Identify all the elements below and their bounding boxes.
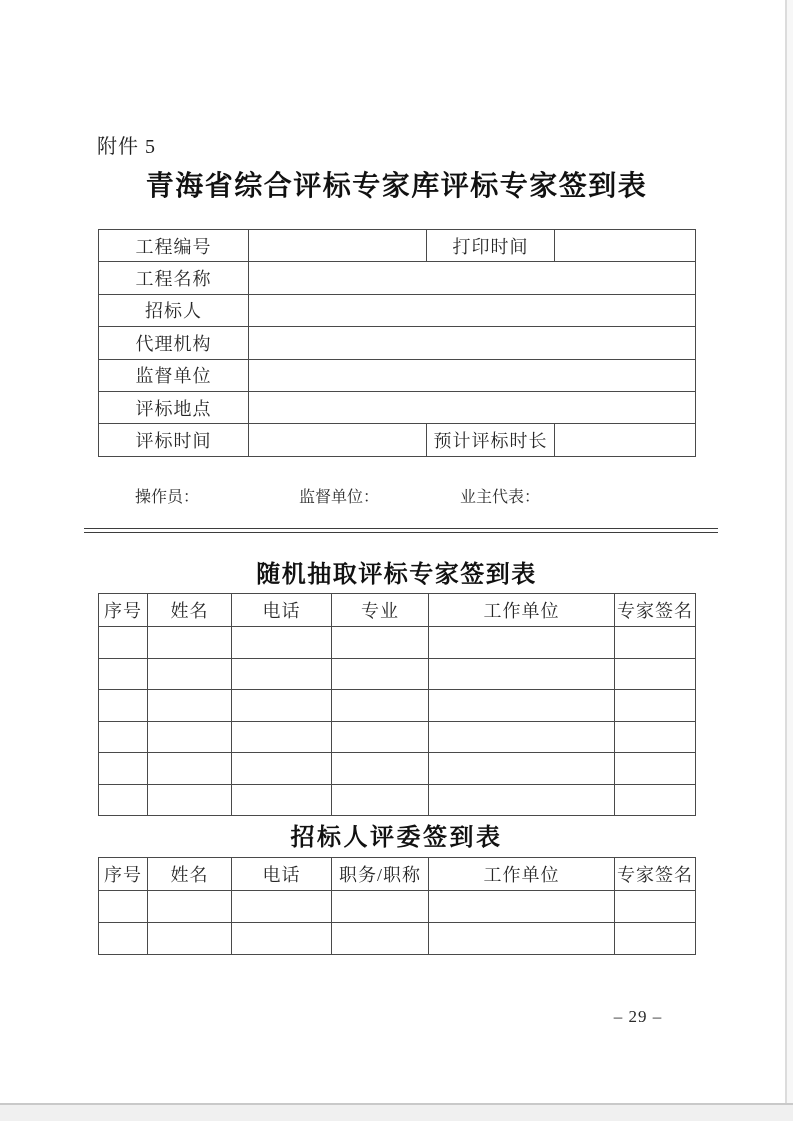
empty-row — [99, 753, 696, 785]
info-label: 招标人 — [99, 294, 249, 326]
info-row — [99, 327, 696, 359]
page-title: 青海省综合评标专家库评标专家签到表 — [145, 170, 648, 201]
column-header: 专业 — [332, 594, 429, 627]
column-header: 工作单位 — [429, 858, 615, 891]
info-value-cell — [249, 230, 427, 262]
header-row — [99, 858, 696, 891]
page-number: – 29 – — [613, 1007, 663, 1026]
info-value-cell — [249, 327, 696, 359]
info-label: 工程名称 — [99, 262, 249, 294]
random-experts-table — [98, 593, 696, 816]
column-header: 电话 — [232, 594, 332, 627]
owner-representative-label: 业主代表： — [460, 489, 541, 506]
column-header: 姓名 — [148, 858, 232, 891]
info-label: 评标地点 — [99, 391, 249, 423]
info-value-cell — [249, 359, 696, 391]
info-row — [99, 424, 696, 456]
attachment-label: 附件 5 — [97, 136, 156, 158]
info-value-cell — [249, 391, 696, 423]
empty-row — [99, 721, 696, 753]
column-header: 序号 — [99, 858, 148, 891]
info-label: 打印时间 — [427, 230, 555, 262]
column-header: 序号 — [99, 594, 148, 627]
info-value-cell — [249, 294, 696, 326]
info-row — [99, 391, 696, 423]
column-header: 专家签名 — [615, 594, 696, 627]
info-row — [99, 230, 696, 262]
tenderer-judges-table — [98, 857, 696, 955]
info-row — [99, 294, 696, 326]
project-info-table — [98, 229, 696, 457]
info-label: 预计评标时长 — [427, 424, 555, 456]
info-value-cell — [555, 424, 696, 456]
column-header: 电话 — [232, 858, 332, 891]
info-row — [99, 262, 696, 294]
empty-row — [99, 690, 696, 722]
info-label: 工程编号 — [99, 230, 249, 262]
info-label: 监督单位 — [99, 359, 249, 391]
scan-edge-bottom — [0, 1103, 793, 1121]
empty-row — [99, 658, 696, 690]
info-row — [99, 359, 696, 391]
column-header: 姓名 — [148, 594, 232, 627]
scan-edge-right — [785, 0, 793, 1104]
signature-line — [0, 484, 793, 508]
column-header: 工作单位 — [429, 594, 615, 627]
info-label: 评标时间 — [99, 424, 249, 456]
column-header: 职务/职称 — [332, 858, 429, 891]
info-value-cell — [249, 424, 427, 456]
supervisor-label: 监督单位： — [299, 489, 380, 506]
operator-label: 操作员： — [135, 489, 200, 506]
double-rule-divider — [84, 528, 718, 533]
info-value-cell — [249, 262, 696, 294]
empty-row — [99, 627, 696, 659]
header-row — [99, 594, 696, 627]
empty-row — [99, 784, 696, 816]
column-header: 专家签名 — [615, 858, 696, 891]
empty-row — [99, 891, 696, 923]
info-value-cell — [555, 230, 696, 262]
empty-row — [99, 923, 696, 955]
tenderer-judges-title: 招标人评委签到表 — [290, 824, 503, 851]
info-label: 代理机构 — [99, 327, 249, 359]
random-experts-title: 随机抽取评标专家签到表 — [256, 561, 537, 588]
